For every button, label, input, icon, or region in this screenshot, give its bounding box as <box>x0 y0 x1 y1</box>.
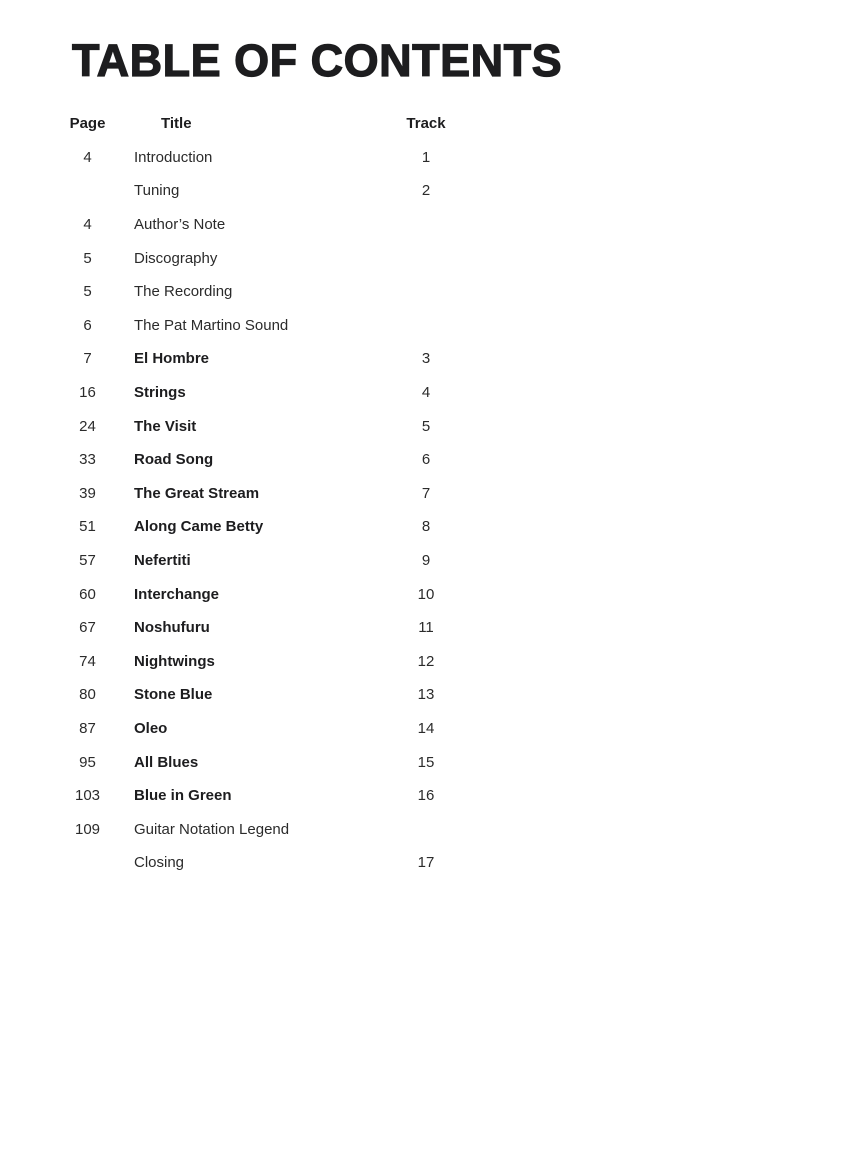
toc-page-number: 4 <box>83 148 92 166</box>
toc-page-number: 39 <box>79 484 96 502</box>
toc-title: El Hombre <box>134 350 210 368</box>
toc-track-number: 13 <box>417 686 435 704</box>
toc-row <box>60 645 480 679</box>
toc-page-number: 103 <box>74 787 101 805</box>
toc-page-number: 80 <box>79 686 96 704</box>
toc-track-number: 10 <box>417 585 435 603</box>
toc-track-number: 5 <box>421 417 431 435</box>
toc-row <box>60 745 480 779</box>
toc-title: Blue in Green <box>134 787 232 805</box>
toc-page-number: 16 <box>79 384 96 402</box>
toc-title: Tuning <box>134 182 180 200</box>
toc-track-number: 1 <box>421 148 431 166</box>
toc-page-number: 5 <box>83 283 92 301</box>
toc-track-number: 14 <box>417 719 435 737</box>
column-header-track: Track <box>406 115 446 133</box>
toc-row <box>60 376 480 410</box>
toc-track-number: 9 <box>421 552 431 570</box>
toc-header-row <box>60 107 480 141</box>
toc-title: The Visit <box>134 417 197 435</box>
toc-rows <box>60 141 480 880</box>
toc-page-number: 87 <box>79 719 96 737</box>
toc-track-number: 17 <box>417 854 435 872</box>
toc-page-number: 109 <box>74 820 101 838</box>
toc-track-number: 2 <box>421 182 431 200</box>
toc-page-number: 74 <box>79 652 96 670</box>
toc-row <box>60 779 480 813</box>
toc-title: Noshufuru <box>134 619 210 637</box>
toc-title: Strings <box>134 384 186 402</box>
toc-title: Oleo <box>134 719 168 737</box>
toc-title: The Great Stream <box>134 484 260 502</box>
toc-row <box>60 477 480 511</box>
toc-track-number: 8 <box>421 518 431 536</box>
toc-title: Introduction <box>134 148 213 166</box>
toc-title: The Recording <box>134 283 233 301</box>
toc-title: Nightwings <box>134 652 215 670</box>
toc-page-number: 67 <box>79 619 96 637</box>
toc-title: Guitar Notation Legend <box>134 820 290 838</box>
toc-track-number: 6 <box>421 451 431 469</box>
toc-title: The Pat Martino Sound <box>134 316 289 334</box>
toc-page-number: 57 <box>79 552 96 570</box>
toc-page-number: 7 <box>83 350 92 368</box>
toc-page-number: 60 <box>79 585 96 603</box>
toc-page-number: 4 <box>83 216 92 234</box>
toc-page-number: 6 <box>83 316 92 334</box>
toc-track-number: 3 <box>421 350 431 368</box>
toc-row <box>60 812 480 846</box>
toc-title: Closing <box>134 854 185 872</box>
column-header-page: Page <box>69 115 106 133</box>
page-title: TABLE OF CONTENTS <box>72 35 563 86</box>
toc-row <box>60 208 480 242</box>
toc-track-number: 12 <box>417 652 435 670</box>
toc-title: Discography <box>134 249 218 267</box>
toc-track-number: 4 <box>421 384 431 402</box>
toc-track-number: 16 <box>417 787 435 805</box>
toc-title: Stone Blue <box>134 686 213 704</box>
toc-row <box>60 409 480 443</box>
toc-row <box>60 309 480 343</box>
toc-row <box>60 712 480 746</box>
toc-row <box>60 544 480 578</box>
toc-row <box>60 846 480 880</box>
toc-row <box>60 678 480 712</box>
toc-row <box>60 611 480 645</box>
toc-title: Along Came Betty <box>134 518 264 536</box>
toc-row <box>60 174 480 208</box>
toc-row <box>60 443 480 477</box>
toc-page-number: 24 <box>79 417 96 435</box>
toc-row <box>60 510 480 544</box>
toc-page-number: 5 <box>83 249 92 267</box>
toc-table <box>60 107 480 880</box>
toc-title: Nefertiti <box>134 552 191 570</box>
toc-title: Author’s Note <box>134 216 226 234</box>
toc-track-number: 11 <box>418 619 434 637</box>
toc-title: All Blues <box>134 753 199 771</box>
toc-track-number: 7 <box>421 484 431 502</box>
toc-page-number: 33 <box>79 451 96 469</box>
toc-page-number: 95 <box>79 753 96 771</box>
toc-row <box>60 241 480 275</box>
toc-row <box>60 577 480 611</box>
toc-row <box>60 342 480 376</box>
column-header-title: Title <box>161 115 192 133</box>
toc-title: Interchange <box>134 585 220 603</box>
toc-row <box>60 141 480 175</box>
toc-title: Road Song <box>134 451 214 469</box>
toc-row <box>60 275 480 309</box>
toc-track-number: 15 <box>417 753 435 771</box>
toc-page-number: 51 <box>79 518 96 536</box>
